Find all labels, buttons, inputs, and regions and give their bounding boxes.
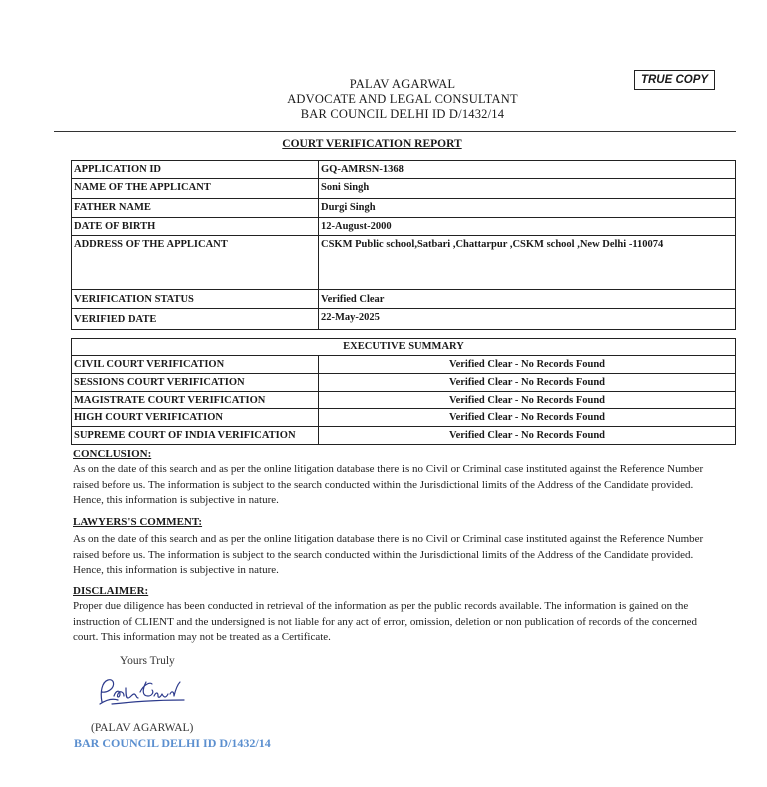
- detail-value: Soni Singh: [319, 179, 736, 199]
- lawyers-comment-heading: LAWYERS'S COMMENT:: [73, 516, 203, 528]
- detail-label: VERIFICATION STATUS: [72, 290, 319, 309]
- table-row: [72, 374, 736, 392]
- detail-value: GQ-AMRSN-1368: [319, 161, 736, 179]
- true-copy-stamp: TRUE COPY: [634, 70, 715, 90]
- detail-value: Verified Clear: [319, 290, 736, 309]
- signatory-name: (PALAV AGARWAL): [91, 722, 194, 734]
- detail-label: DATE OF BIRTH: [72, 218, 319, 236]
- disclaimer-text: Proper due diligence has been conducted in retrieval of the information as per the public records available. The information is gained on the instruction of CLIENT and the undersigned is not liable for any act of error, omission, deletion or non publication of records of the concerned court. This information may not be treated as a Certificate.: [73, 600, 698, 643]
- summary-label: CIVIL COURT VERIFICATION: [72, 356, 319, 374]
- conclusion-heading: CONCLUSION:: [73, 448, 152, 460]
- summary-value: Verified Clear - No Records Found: [319, 392, 736, 409]
- header-divider: [54, 131, 736, 132]
- advocate-name: PALAV AGARWAL: [349, 77, 456, 91]
- bar-council-id: BAR COUNCIL DELHI ID D/1432/14: [300, 107, 505, 121]
- table-row: [72, 290, 736, 309]
- closing-text: Yours Truly: [120, 655, 175, 667]
- summary-title: EXECUTIVE SUMMARY: [72, 339, 736, 356]
- detail-value: CSKM Public school,Satbari ,Chattarpur ,CSKM school ,New Delhi -110074: [319, 236, 736, 290]
- table-row: [72, 199, 736, 218]
- summary-label: SESSIONS COURT VERIFICATION: [72, 374, 319, 392]
- summary-value: Verified Clear - No Records Found: [319, 427, 736, 445]
- detail-label: ADDRESS OF THE APPLICANT: [72, 236, 319, 290]
- detail-label: NAME OF THE APPLICANT: [72, 179, 319, 199]
- table-row: [72, 392, 736, 409]
- lawyers-comment-text: As on the date of this search and as per the online litigation database there is no Civil or Criminal case instituted against the Reference Number raised before us. The information is subject to the search conducted within the Jurisdictional limits of the Address of the Candidate provided. Hence, this information is subjective in nature.: [73, 533, 704, 576]
- table-row: [72, 161, 736, 179]
- signature-image: [92, 674, 192, 714]
- detail-value: 12-August-2000: [319, 218, 736, 236]
- detail-label: APPLICATION ID: [72, 161, 319, 179]
- detail-value: Durgi Singh: [319, 199, 736, 218]
- summary-label: HIGH COURT VERIFICATION: [72, 409, 319, 427]
- table-row: [72, 309, 736, 330]
- summary-value: Verified Clear - No Records Found: [319, 409, 736, 427]
- disclaimer-heading: DISCLAIMER:: [73, 585, 149, 597]
- executive-summary-table: [71, 338, 736, 445]
- detail-value: 22-May-2025: [319, 309, 736, 330]
- applicant-details-table: [71, 160, 736, 330]
- table-row: [72, 427, 736, 445]
- detail-label: FATHER NAME: [72, 199, 319, 218]
- advocate-role: ADVOCATE AND LEGAL CONSULTANT: [287, 92, 518, 106]
- table-row: [72, 218, 736, 236]
- summary-label: MAGISTRATE COURT VERIFICATION: [72, 392, 319, 409]
- summary-label: SUPREME COURT OF INDIA VERIFICATION: [72, 427, 319, 445]
- table-row: [72, 236, 736, 290]
- detail-label: VERIFIED DATE: [72, 309, 319, 330]
- table-row: [72, 179, 736, 199]
- signatory-bar-id: BAR COUNCIL DELHI ID D/1432/14: [74, 736, 271, 750]
- table-row: [72, 356, 736, 374]
- table-row: [72, 409, 736, 427]
- report-title: COURT VERIFICATION REPORT: [282, 138, 462, 150]
- summary-header-row: [72, 339, 736, 356]
- summary-value: Verified Clear - No Records Found: [319, 374, 736, 392]
- conclusion-text: As on the date of this search and as per the online litigation database there is no Civil or Criminal case instituted against the Reference Number raised before us. The information is subject to the search conducted within the Jurisdictional limits of the Address of the Candidate provided. Hence, this information is subjective in nature.: [73, 463, 704, 506]
- summary-value: Verified Clear - No Records Found: [319, 356, 736, 374]
